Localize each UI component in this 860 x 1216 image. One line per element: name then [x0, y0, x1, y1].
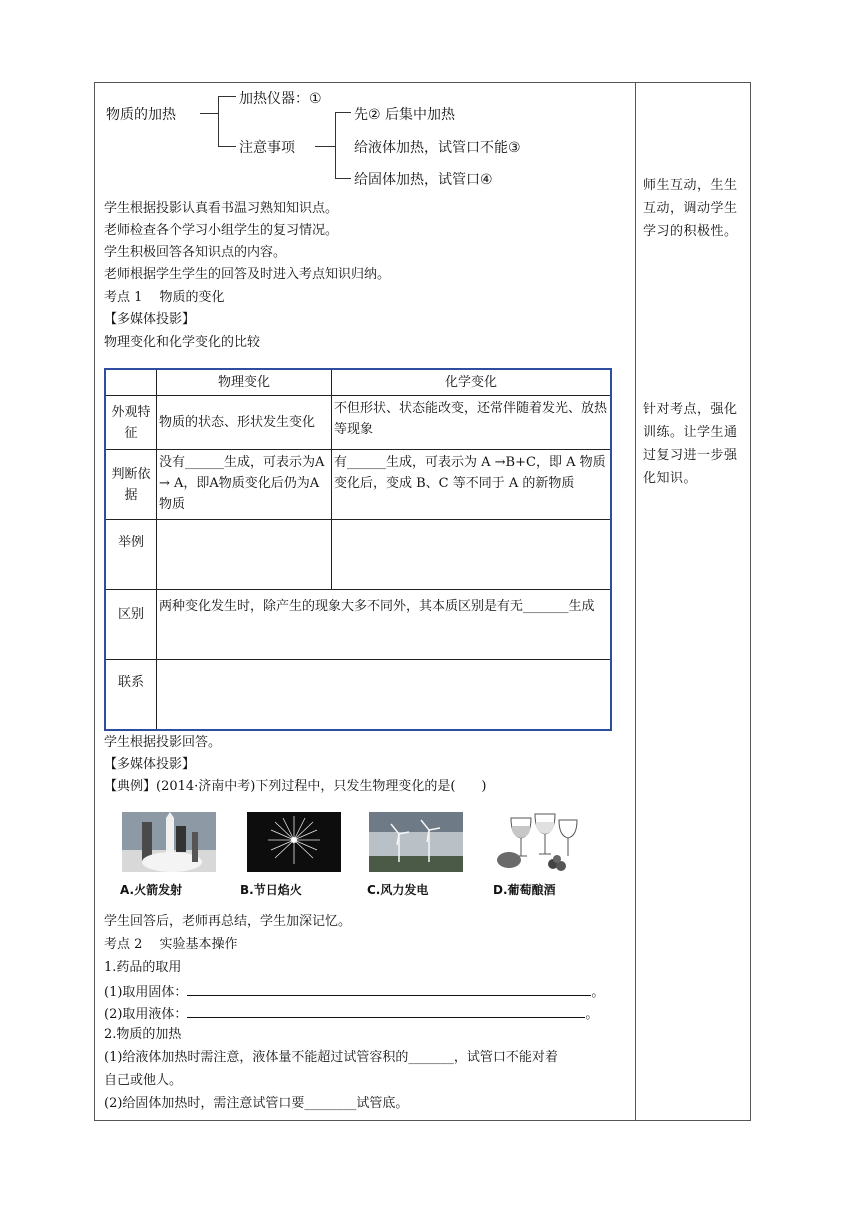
liquid-heating-line: (1)给液体加热时需注意，液体量不能超过试管容积的_______，试管口不能对着: [104, 1050, 558, 1065]
header-chemical: 化学变化: [332, 369, 612, 396]
answer-blank: [187, 1004, 585, 1018]
cell-relation: [157, 660, 612, 730]
cell-example-physical: [157, 520, 332, 590]
solid-taking-line: [104, 982, 604, 1002]
diagram-root: 物质的加热: [106, 107, 176, 123]
option-c-caption: C.风力发电: [367, 883, 429, 897]
comparison-title: 物理变化和化学变化的比较: [104, 335, 261, 350]
option-b-caption: B.节日焰火: [240, 883, 302, 897]
wine-glasses-image: [491, 812, 585, 872]
comparison-table: [104, 368, 612, 731]
intro-line: 老师检查各个学习小组学生的复习情况。: [104, 223, 339, 238]
media-heading: 【多媒体投影】: [104, 757, 196, 772]
example-question: 【典例】(2014·济南中考)下列过程中，只发生物理变化的是( ): [104, 779, 487, 794]
row-label-appearance: 外观特征: [105, 396, 157, 450]
diagram-connector: [335, 112, 336, 178]
cell-appearance-chemical: 不但形状、状态能改变，还常伴随着发光、放热等现象: [332, 396, 612, 450]
row-label-basis: 判断依据: [105, 450, 157, 520]
table-corner: [105, 369, 157, 396]
liquid-taking-line: [104, 1004, 598, 1024]
diagram-connector: [335, 178, 351, 179]
cell-example-chemical: [332, 520, 612, 590]
column-divider: [635, 82, 636, 1121]
wind-turbine-image: [369, 812, 463, 872]
diagram-connector: [218, 96, 236, 97]
header-physical: 物理变化: [157, 369, 332, 396]
solid-taking-label: (1)取用固体：: [104, 985, 188, 1000]
rocket-launch-image: [122, 812, 216, 872]
liquid-heating-line-cont: 自己或他人。: [104, 1073, 183, 1088]
intro-line: 老师根据学生学生的回答及时进入考点知识归纳。: [104, 267, 391, 282]
summary-line: 学生回答后，老师再总结，学生加深记忆。: [104, 914, 352, 929]
section-1-title: 1.药品的取用: [104, 960, 182, 975]
row-label-relation: 联系: [105, 660, 157, 730]
diagram-connector: [335, 112, 351, 113]
note-training: 针对考点，强化训练。让学生通过复习进一步强化知识。: [643, 402, 738, 486]
key-point-1: 考点 1 物质的变化: [104, 290, 225, 305]
intro-line: 学生积极回答各知识点的内容。: [104, 245, 287, 260]
note-interaction: 师生互动，生生互动，调动学生学习的积极性。: [643, 178, 738, 239]
cell-basis-chemical: 有______生成，可表示为 A →B+C，即 A 物质变化后，变成 B、C 等不同于 A 的新物质: [332, 450, 612, 520]
intro-line: 学生根据投影认真看书温习熟知知识点。: [104, 201, 339, 216]
cell-difference: 两种变化发生时，除产生的现象大多不同外，其本质区别是有无_______生成: [157, 590, 612, 660]
answer-blank: [187, 982, 591, 996]
fireworks-image: [247, 812, 341, 872]
line-end: 。: [585, 1007, 599, 1022]
key-point-2: 考点 2 实验基本操作: [104, 937, 238, 952]
after-table-line: 学生根据投影回答。: [104, 735, 222, 750]
diagram-leaf-liquid: 给液体加热，试管口不能③: [354, 140, 521, 156]
liquid-taking-label: (2)取用液体：: [104, 1007, 188, 1022]
line-end: 。: [591, 985, 605, 1000]
cell-basis-physical: 没有______生成，可表示为A → A，即A物质变化后仍为A物质: [157, 450, 332, 520]
media-heading: 【多媒体投影】: [104, 312, 196, 327]
solid-heating-line: (2)给固体加热时，需注意试管口要________试管底。: [104, 1096, 409, 1111]
diagram-connector: [218, 146, 236, 147]
diagram-branch-instrument: 加热仪器：①: [239, 91, 322, 107]
diagram-leaf-solid: 给固体加热，试管口④: [354, 172, 493, 188]
diagram-connector: [200, 113, 218, 114]
row-label-difference: 区别: [105, 590, 157, 660]
option-a-caption: A.火箭发射: [120, 883, 183, 897]
section-2-title: 2.物质的加热: [104, 1027, 182, 1042]
row-label-example: 举例: [105, 520, 157, 590]
diagram-connector: [218, 96, 219, 146]
diagram-branch-notes: 注意事项: [239, 140, 295, 156]
option-d-caption: D.葡萄酿酒: [493, 883, 556, 897]
diagram-leaf-preheat: 先② 后集中加热: [354, 107, 456, 123]
cell-appearance-physical: 物质的状态、形状发生变化: [157, 396, 332, 450]
diagram-connector: [315, 146, 335, 147]
